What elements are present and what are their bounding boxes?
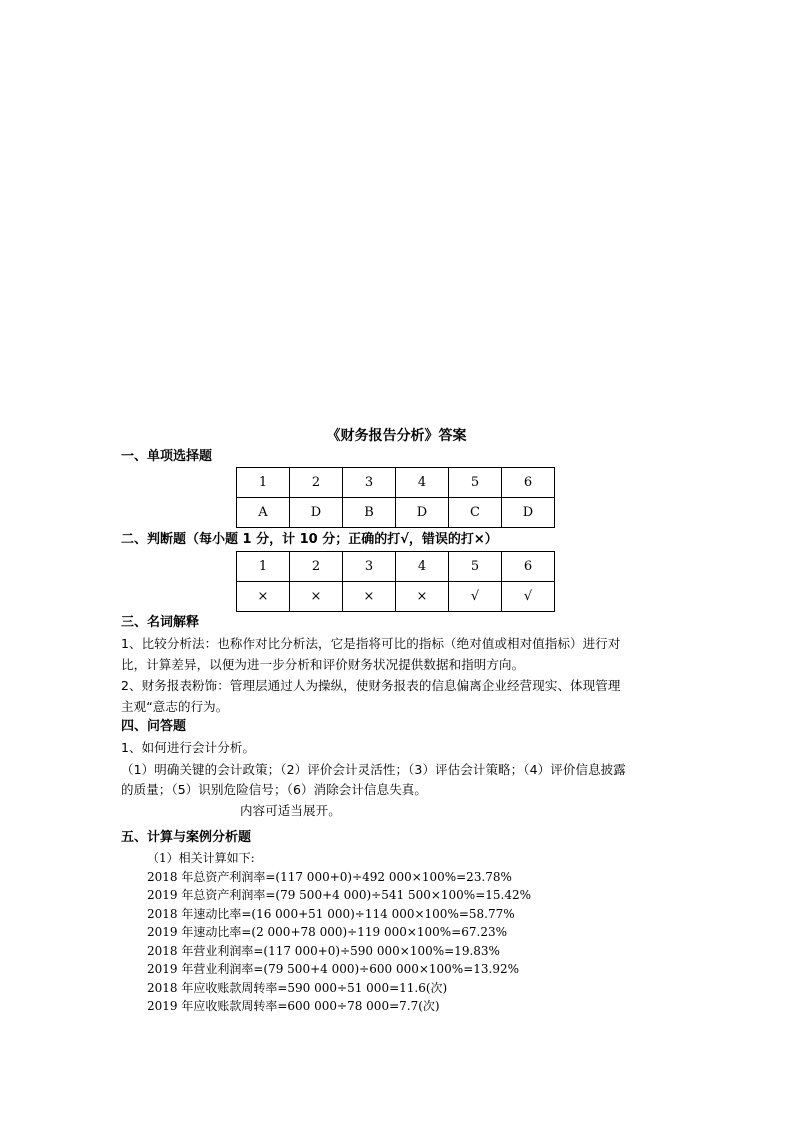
question-number-cell: 5 bbox=[449, 468, 502, 498]
question-number-cell: 1 bbox=[237, 468, 290, 498]
answer-cell: × bbox=[343, 582, 396, 612]
answer-cell: C bbox=[449, 498, 502, 528]
answer-cell: × bbox=[237, 582, 290, 612]
question-number-cell: 5 bbox=[449, 552, 502, 582]
calculation-line: 2019 年应收账款周转率=600 000÷78 000=7.7(次) bbox=[147, 999, 440, 1013]
answer-line: 的质量；（5）识别危险信号；（6）消除会计信息失真。 bbox=[121, 782, 428, 797]
answer-cell: √ bbox=[449, 582, 502, 612]
question-number-cell: 4 bbox=[396, 468, 449, 498]
answer-cell: × bbox=[396, 582, 449, 612]
question-number-cell: 2 bbox=[290, 552, 343, 582]
answer-cell: D bbox=[396, 498, 449, 528]
document-title: 《财务报告分析》答案 bbox=[326, 428, 467, 444]
table-row bbox=[237, 468, 555, 498]
true-false-answer-table bbox=[236, 551, 555, 612]
calculation-line: 2018 年总资产利润率=(117 000+0)÷492 000×100%=23.78% bbox=[147, 870, 512, 884]
calculation-line: 2019 年总资产利润率=(79 500+4 000)÷541 500×100%=15.42% bbox=[147, 888, 532, 902]
calculation-intro: （1）相关计算如下: bbox=[147, 851, 255, 865]
question-number-cell: 2 bbox=[290, 468, 343, 498]
calculation-line: 2018 年速动比率=(16 000+51 000)÷114 000×100%=58.77% bbox=[147, 907, 515, 921]
question-number-cell: 1 bbox=[237, 552, 290, 582]
answer-note: 内容可适当展开。 bbox=[240, 803, 341, 818]
calculation-line: 2018 年应收账款周转率=590 000÷51 000=11.6(次) bbox=[147, 981, 448, 995]
definition-line: 1、比较分析法：也称作对比分析法，它是指将可比的指标（绝对值或相对值指标）进行对 bbox=[121, 636, 621, 651]
section-heading-true-false: 二、判断题（每小题 1 分，计 10 分；正确的打√，错误的打×） bbox=[121, 532, 498, 547]
section-heading-single-choice: 一、单项选择题 bbox=[121, 449, 213, 464]
section-heading-questions: 四、问答题 bbox=[121, 719, 187, 734]
question-number-cell: 6 bbox=[502, 468, 555, 498]
answer-cell: √ bbox=[502, 582, 555, 612]
answer-cell: D bbox=[290, 498, 343, 528]
calculation-line: 2018 年营业利润率=(117 000+0)÷590 000×100%=19.83% bbox=[147, 944, 500, 958]
question-number-cell: 6 bbox=[502, 552, 555, 582]
question-number-cell: 3 bbox=[343, 468, 396, 498]
single-choice-answer-table bbox=[236, 467, 555, 528]
table-row bbox=[237, 498, 555, 528]
answer-cell: A bbox=[237, 498, 290, 528]
answer-cell: D bbox=[502, 498, 555, 528]
calculation-line: 2019 年速动比率=(2 000+78 000)÷119 000×100%=67.23% bbox=[147, 925, 508, 939]
question-line: 1、如何进行会计分析。 bbox=[121, 740, 256, 755]
section-heading-calculation: 五、计算与案例分析题 bbox=[121, 830, 252, 845]
answer-cell: × bbox=[290, 582, 343, 612]
calculation-line: 2019 年营业利润率=(79 500+4 000)÷600 000×100%=13.92% bbox=[147, 962, 520, 976]
answer-cell: B bbox=[343, 498, 396, 528]
definition-line: 主观“意志的行为。 bbox=[121, 699, 229, 714]
question-number-cell: 3 bbox=[343, 552, 396, 582]
table-row bbox=[237, 582, 555, 612]
answer-line: （1）明确关键的会计政策；（2）评价会计灵活性；（3）评估会计策略；（4）评价信息披露 bbox=[121, 762, 626, 777]
section-heading-term-definitions: 三、名词解释 bbox=[121, 615, 200, 630]
definition-line: 比，计算差异，以便为进一步分析和评价财务状况提供数据和指明方向。 bbox=[121, 657, 525, 672]
question-number-cell: 4 bbox=[396, 552, 449, 582]
definition-line: 2、财务报表粉饰：管理层通过人为操纵，使财务报表的信息偏离企业经营现实、体现管理 bbox=[121, 678, 621, 693]
table-row bbox=[237, 552, 555, 582]
